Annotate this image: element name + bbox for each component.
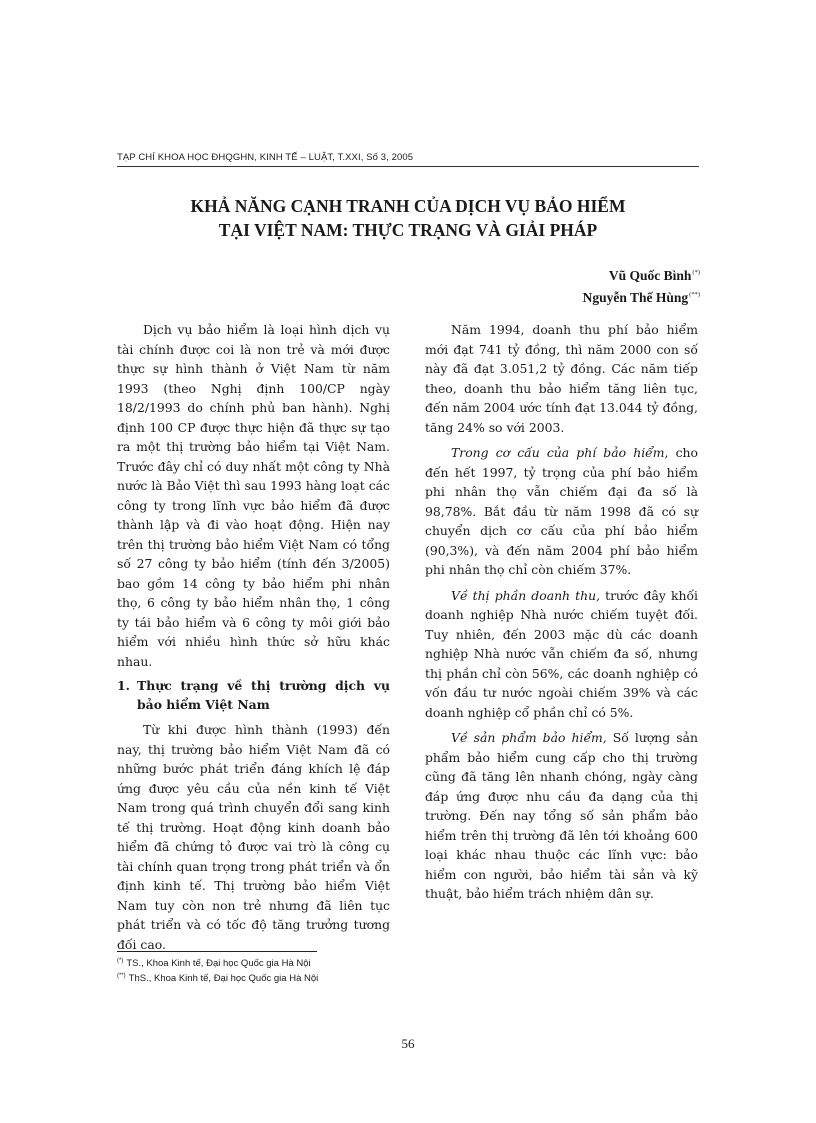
footnote-2 — [117, 970, 517, 985]
author-1 — [400, 263, 700, 285]
footnote-1-text: TS., Khoa Kinh tế, Đại học Quốc gia Hà Nội — [126, 958, 311, 969]
premium-structure-paragraph — [425, 443, 698, 580]
author-1-mark: (*) — [692, 269, 700, 276]
section-1-title: Thực trạng về thị trường dịch vụ bảo hiểm Việt Nam — [137, 678, 390, 712]
market-share-lead: Về thị phần doanh thu, — [451, 587, 601, 603]
market-share-paragraph — [425, 586, 698, 723]
intro-paragraph: Dịch vụ bảo hiểm là loại hình dịch vụ tài chính được coi là non trẻ và mới được thực sự hình thành ở Việt Nam từ năm 1993 (theo Nghị định 100/CP ngày 18/2/1993 do chính phủ ban hành). Nghị định 100 CP được thực hiện đã thực sự tạo ra một thị trường bảo hiểm tại Việt Nam. Trước đây chỉ có duy nhất một công ty Nhà nước là Bảo Việt thì sau 1993 hàng loạt các công ty trong lĩnh vực bảo hiểm đã được thành lập và đi vào hoạt động. Hiện nay trên thị trường bảo hiểm Việt Nam có tổng số 27 công ty bảo hiểm (tính đến 3/2005) bao gồm 14 công ty bảo hiểm phi nhân thọ, 6 công ty bảo hiểm nhân thọ, 1 công ty tái bảo hiểm và 6 công ty môi giới bảo hiểm với nhiều hình thức sở hữu khác nhau. — [117, 322, 390, 669]
section-1-heading — [117, 677, 390, 714]
author-2-name: Nguyễn Thế Hùng — [582, 290, 689, 305]
title-line-2: TẠI VIỆT NAM: THỰC TRẠNG VÀ GIẢI PHÁP — [218, 220, 598, 240]
products-text: Số lượng sản phẩm bảo hiểm cung cấp cho thị trường cũng đã tăng lên nhanh chóng, ngày càng đáp ứng được nhu cầu đa dạng của thị trường. Đến nay tổng số sản phẩm bảo hiểm trên thị trường đã lên tới khoảng 600 loại khác nhau thuộc các lĩnh vực: bảo hiểm con người, bảo hiểm tài sản và kỹ thuật, bảo hiểm trách nhiệm dân sự. — [425, 730, 698, 901]
premium-structure-lead: Trong cơ cấu của phí bảo hiểm — [451, 445, 665, 460]
section-1-paragraph: Từ khi được hình thành (1993) đến nay, thị trường bảo hiểm Việt Nam đã có những bước phát triển đáng khích lệ đáp ứng được yêu cầu của nền kinh tế Việt Nam trong quá trình chuyển đổi sang kinh tế thị trường. Hoạt động kinh doanh bảo hiểm đã chứng tỏ được vai trò là công cụ tài chính quan trọng trong phát triển và ổn định kinh tế. Thị trường bảo hiểm Việt Nam tuy còn non trẻ nhưng đã liên tục phát triển và có tốc độ tăng trưởng tương đối cao. — [117, 722, 390, 952]
revenue-paragraph: Năm 1994, doanh thu phí bảo hiểm mới đạt 741 tỷ đồng, thì năm 2000 con số này đã đạt 3.051,2 tỷ đồng. Các năm tiếp theo, doanh thu bảo hiểm tăng liên tục, đến năm 2004 ước tính đạt 13.044 tỷ đồng, tăng 24% so với 2003. — [425, 322, 698, 435]
footnote-1 — [117, 955, 517, 970]
author-1-name: Vũ Quốc Bình — [608, 268, 692, 283]
title-line-1: KHẢ NĂNG CẠNH TRANH CỦA DỊCH VỤ BẢO HIỂM — [190, 196, 626, 216]
premium-structure-text: , cho đến hết 1997, tỷ trọng của phí bảo hiểm phi nhân thọ vẫn chiếm đại đa số là 98,78%. Bắt đầu từ năm 1998 đã có sự chuyển dịch cơ cấu của phí bảo hiểm (90,3%), và đến năm 2004 phí bảo hiểm phi nhân thọ chỉ còn chiếm 37%. — [425, 445, 698, 577]
author-2-mark: (**) — [689, 291, 700, 298]
section-1-number: 1. — [117, 678, 130, 693]
right-column — [425, 320, 698, 910]
footnote-1-mark: (*) — [117, 958, 124, 964]
market-share-text: trước đây khối doanh nghiệp Nhà nước chiếm tuyệt đối. Tuy nhiên, đến 2003 mặc dù các doanh nghiệp Nhà nước vẫn chiếm đa số, nhưng thị phần chỉ còn 56%, các doanh nghiệp có vốn đầu tư nước ngoài chiếm 39% và các doanh nghiệp cổ phần chỉ có 5%. — [425, 587, 698, 720]
header-divider — [117, 166, 699, 167]
products-lead: Về sản phẩm bảo hiểm, — [451, 730, 607, 745]
author-2 — [400, 285, 700, 307]
left-column — [117, 320, 390, 960]
author-list — [400, 263, 700, 307]
journal-header: TẠP CHÍ KHOA HỌC ĐHQGHN, KINH TẾ – LUẬT, T.XXI, Số 3, 2005 — [117, 152, 414, 163]
footnote-divider — [117, 951, 317, 952]
footnote-2-text: ThS., Khoa Kinh tế, Đại học Quốc gia Hà Nội — [128, 973, 319, 984]
article-title — [117, 194, 699, 242]
footnotes — [117, 955, 517, 985]
products-paragraph — [425, 728, 698, 904]
footnote-2-mark: (**) — [117, 973, 126, 979]
page-number: 56 — [401, 1036, 415, 1051]
